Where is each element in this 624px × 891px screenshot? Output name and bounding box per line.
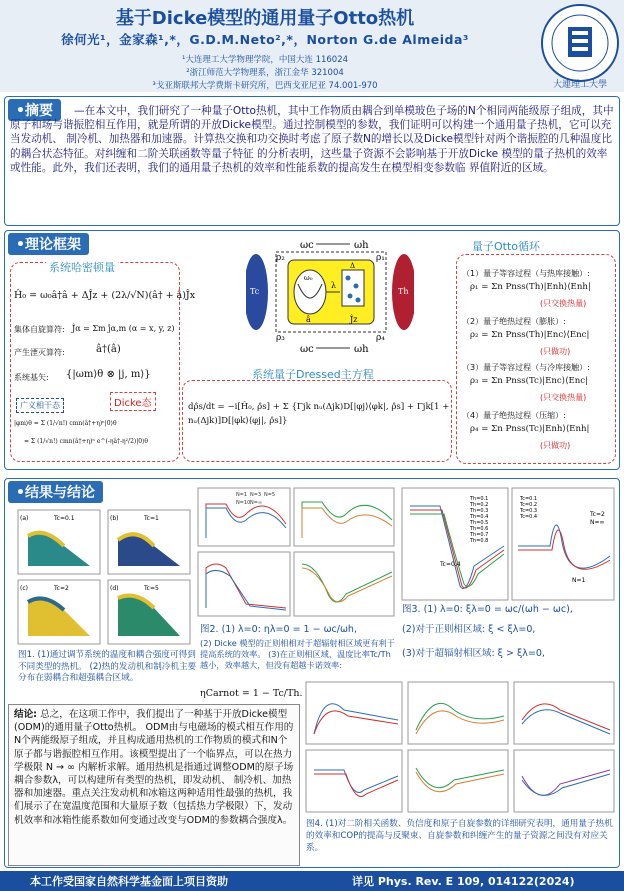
fig1-panel-d-title: Tc=5 [144,585,159,592]
conclusion-box [8,704,300,866]
fig1-panel-b-label: (b) [110,515,119,522]
fig1-panels [14,506,194,650]
omega-h-top: ωh [354,240,369,251]
fig3-caption-b: (2)对于正则相区域: ξ < ξλ=0, [402,624,536,635]
fig1-panel-a-label: (a) [20,515,29,522]
otto-step4-title: （4）量子绝热过程（压缩）: [462,411,566,420]
dressed-title: 系统量子Dressed主方程 [252,368,374,381]
basis-label: 系统基矢: [14,373,49,382]
fig3-panels [400,486,616,604]
otto-step1-note: (只交换热量) [540,299,587,308]
jz-label: Ĵz [350,315,358,324]
fig3-legend-b-1: Tc=0.1 [520,496,538,502]
otto-step2-title: （2）量子绝热过程（膨胀）: [462,317,566,326]
footer-reference: 详见 Phys. Rev. E 109, 014122(2024) [352,875,575,888]
fig3-n-label: N=∞ [590,519,605,526]
fig3-legend-b-3: Tc=0.3 [520,508,538,514]
affiliation-2: ²浙江师范大学物理系，浙江金华 321004 [186,68,344,78]
otto-step1-eq: ρ₁ = Σn Pnss(Th)|Enh⟩⟨Enh| [470,282,591,292]
conclusion-label: 结论: [14,709,38,720]
fig3-tc-label: Tc=0.4 [440,561,461,568]
state-eq1: |φm⟩θ = Σ (1/√n!) cmn(â†+η)ⁿ|0⟩θ [14,420,117,427]
fig1-panel-c-label: (c) [20,585,28,592]
rho3-label: ρ₃ [276,333,285,343]
otto-step1-title: （1）量子等容过程（与热库接触）: [462,269,590,278]
fig2-caption-eq: ηCarnot = 1 − Tc/Th. [200,688,303,699]
basis-eq: {|ωm⟩θ ⊗ |j, m⟩} [66,369,151,380]
logo-text: 大連理工大學 [552,80,608,89]
master-eq: dρ̂s/dt = −i[Ĥ₀, ρ̂s] + Σ {Γjk nᵤ(Δjk)D[|φj⟩⟨φk|, ρ̂s] + Γjk[1 + nᵤ(Δjk)]D[|φk⟩⟨φj|, ρ̂s]} [188,402,450,426]
affiliation-3: ³戈亚斯联邦大学费斯卡研究所，巴西戈亚尼亚 74.001-970 [152,81,378,91]
fig3-nc-label: N=1 [572,577,586,584]
tc-label: Tc [250,287,260,296]
fig3-legend-a-1: Th=0.1 [470,496,489,502]
fig2-legend-2: N=3 [250,492,262,498]
footer-funding: 本工作受国家自然科学基金面上项目资助 [30,875,228,888]
fig3-legend-a-4: Th=0.4 [470,514,489,520]
creation-eq: â†(â) [96,344,121,355]
fig3-tc2-label: Tc=2 [590,511,605,518]
rho4-label: ρ₄ [376,333,385,343]
fig2-legend-3: N=5 [264,492,276,498]
fig3-legend-a-6: Th=0.6 [470,526,489,532]
fig2-caption-title: 图2. (1) λ=0: ηλ=0 = 1 − ωc/ωh, [200,624,357,635]
fig3-legend-b-2: Tc=0.2 [520,502,538,508]
fig4-panels [304,680,616,814]
hamiltonian-title: 系统哈密顿量 [46,259,118,275]
otto-step3-eq: ρ₃ = Σn Pnss(Tc)|Enc⟩⟨Enc| [470,376,588,386]
university-logo [540,3,620,89]
fig3-legend-a-2: Th=0.2 [470,502,489,508]
otto-step3-title: （3）量子等容过程（与冷库接触）: [462,363,590,372]
otto-cycle-diagram [246,238,414,358]
fig1-caption: 图1. (1)通过调节系统的温度和耦合强度可得到不同类型的热机。 (2)热的发动机和制冷机主要分布在弱耦合和超强耦合区域。 [18,650,197,683]
otto-step3-note: (只交换热量) [540,393,587,402]
th-label: Th [398,287,409,296]
fig3-legend-a-5: Th=0.5 [470,520,489,526]
omega-h-bottom: ωh [354,344,369,355]
affiliation-1: ¹大连理工大学物理学院，中国大连 116024 [181,55,349,65]
a-hat-label: â [306,315,311,324]
fig3-legend-a-7: Th=0.7 [470,532,489,538]
delta-label: Δ [350,262,356,270]
fig4-caption: 图4. (1)对二阶相关函数、负信度和原子自旋参数的详细研究表明，通用量子热机的效率和COP的提高与反聚束、自旋参数和纠缠产生的量子资源之间没有对应关系。 [306,819,613,853]
fock-label: 广义相干态 [16,398,64,413]
fig2-legend-1: N=1 [236,492,248,498]
rho1-label: ρ₁ [376,253,385,263]
fig2-panels [196,484,396,620]
collective-eq: Ĵα = Σm ĵα,m (α = x, y, z) [72,324,175,333]
state-eq2: = Σ (1/√n!) cmn(â†+η)ⁿ e^(-ηâ†-η²/2)|0⟩θ [24,438,149,445]
creation-label: 产生湮灭算符: [14,348,65,357]
lambda-label: λ [331,281,337,290]
fig1-panel-a-title: Tc=0.1 [54,515,75,522]
hamiltonian-eq: Ĥ₀ = ω₀â†â + ΔĴz + (2λ/√N)(â† + â)Ĵx [14,290,196,301]
otto-step2-note: (只做功) [540,347,571,356]
fig2-caption-body: (2) Dicke 模型的正则相相对于超辐射相区域更有利于提高系统的效率。 (3)在正则相区域，温度比率Tc/Th越小，效率越大，但没有超越卡诺效率: [200,638,395,670]
fig3-legend-b-4: Tc=0.4 [520,514,538,520]
abstract-text: —在本文中，我们研究了一种量子Otto热机，其中工作物质由耦合到单模玻色子场的N个相同两能级原子组成，其中原子和场与谐振腔相互作用，就是所谓的开放Dicke模型。通过控制模型的参数，我们证明可以构建一个通用量子热机，它可以充当发动机、 制冷机、加热器和加速器。计算热交换和功交换时考虑了原子数N的增长以及Dicke模型针对两个谐振腔的几种温度比的耦合状态特征。对纠缠和二阶关联函数等量子特征 的分析表明，这些量子资源不会影响基于开放Dicke 模型的量子热机的效率或性能。此外，我们还表明，我们的通用量子热机的效率和性能系数的提高发生在模型相变参数临 界值附近的区域。 [10,105,614,174]
rho2-label: ρ₂ [276,253,285,263]
omega0-label: ω₀ [304,274,313,282]
dicke-label: Dicke态 [110,392,156,411]
authors: 徐何光¹，金家森¹,*，G.D.M.Neto²,*，Norton G.de Almeida³ [61,32,469,47]
fig3-legend-a-3: Th=0.3 [470,508,489,514]
conclusion-text: 总之，在这项工作中，我们提出了一种基于开放Dicke模型(ODM)的通用量子Otto热机。 ODM由与电磁场的模式相互作用的N个两能级原子组成，并且构成通用热机的工作物质的模式和N个原子都与谐振腔相互作用。该模型提出了一个临界点，可以在热力学极限 N → ∞ 内解析求解。通用热机是指通过调整ODM的原子场耦合参数λ，可以构建所有类型的热机，即发动机、 制冷机、加热器和加速器。重点关注发动机和冰箱这两种适用性最强的热机，我们展示了在宽温度范围和大量原子数（包括热力学极限）下，发动机效率和冰箱性能系数如何变通过改变与ODM的参数耦合强度λ。 [14,709,294,826]
poster-title: 基于Dicke模型的通用量子Otto热机 [115,8,415,29]
omega-c-top: ωc [300,240,314,251]
fig2-legend-4: N=10 [236,500,251,506]
fig1-panel-b-title: Tc=1 [144,515,159,522]
fig3-legend-a-8: Th=0.8 [470,538,489,544]
fig1-panel-d-label: (d) [110,585,119,592]
fig1-panel-c-title: Tc=2 [54,585,69,592]
otto-step4-eq: ρ₄ = Σn Pnss(Tc)|Enh⟩⟨Enh| [470,424,590,434]
collective-label: 集体自旋算符: [14,325,65,334]
fig2-legend-5: N=∞ [250,500,263,506]
fig3-caption-c: (3)对于超辐射相区域: ξ > ξλ=0, [402,648,545,659]
abstract-label: •摘要 [8,99,61,121]
results-label: •结果与结论 [8,481,103,503]
omega-c-bottom: ωc [300,344,314,355]
otto-step2-eq: ρ₂ = Σn Pnss(Th)|Enc⟩⟨Enc| [470,330,590,340]
otto-title: 量子Otto循环 [472,240,541,253]
theory-label: •理论框架 [8,233,89,255]
fig3-caption-a: 图3. (1) λ=0: ξλ=0 = ωc/(ωh − ωc), [402,604,573,615]
otto-step4-note: (只做功) [540,441,571,450]
